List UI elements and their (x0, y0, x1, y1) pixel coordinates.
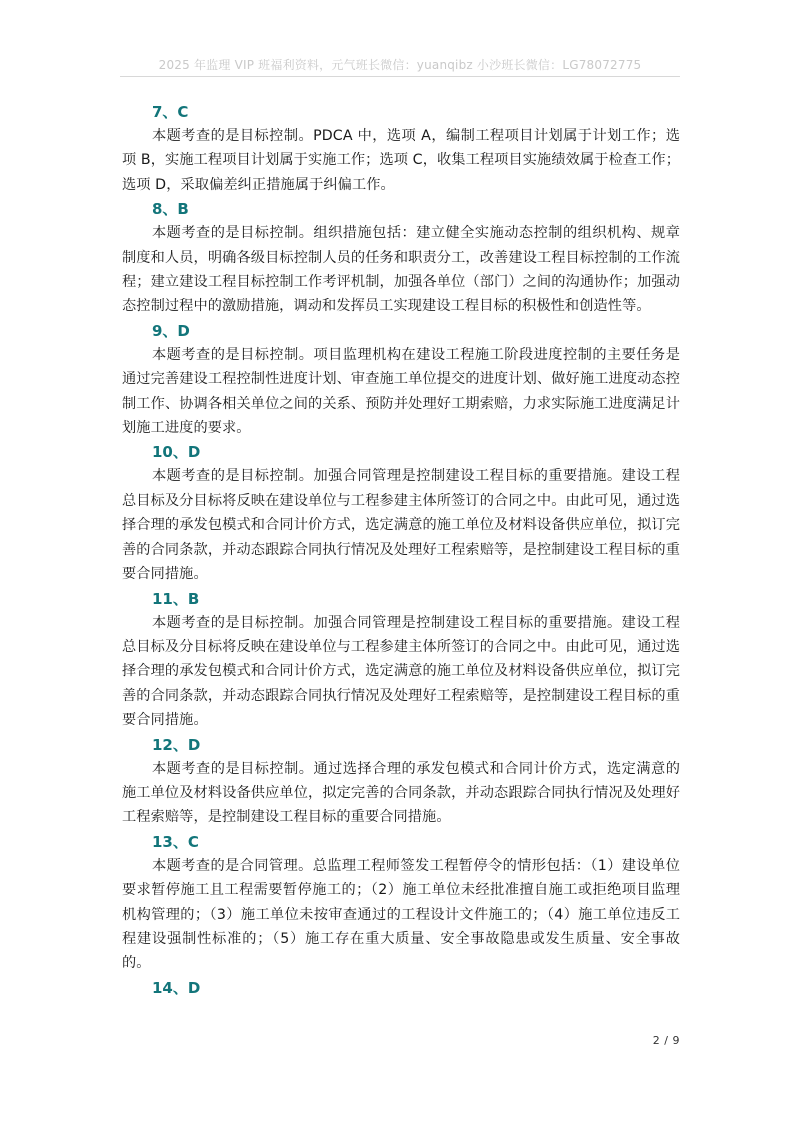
header-divider (120, 76, 680, 77)
answer-item-11 (122, 587, 680, 733)
answer-number: 12、D (152, 735, 201, 754)
answer-number: 11、B (152, 589, 200, 608)
page-header: 2025 年监理 VIP 班福利资料，元气班长微信：yuanqibz 小沙班长微信：LG78072775 (158, 58, 642, 72)
answer-number: 10、D (152, 443, 201, 462)
answer-number: 7、C (152, 103, 189, 121)
answer-item-9 (122, 319, 680, 441)
answer-explanation: 本题考查的是目标控制。加强合同管理是控制建设工程目标的重要措施。建设工程总目标及分目标将反映在建设单位与工程参建主体所签订的合同之中。由此可见，通过选择合理的承发包模式和合同计价方式，选定满意的施工单位及材料设备供应单位，拟订完善的合同条款，并动态跟踪合同执行情况及处理好工程索赔等，是控制建设工程目标的重要合同措施。 (122, 468, 680, 583)
answer-explanations (122, 100, 680, 1000)
answer-explanation: 本题考查的是目标控制。组织措施包括：建立健全实施动态控制的组织机构、规章制度和人员，明确各级目标控制人员的任务和职责分工，改善建设工程目标控制的工作流程；建立建设工程目标控制工作考评机制，加强各单位（部门）之间的沟通协作；加强动态控制过程中的激励措施，调动和发挥员工实现建设工程目标的积极性和创造性等。 (122, 225, 680, 315)
answer-number: 8、B (152, 200, 189, 219)
answer-item-12 (122, 733, 680, 830)
answer-item-7 (122, 100, 680, 197)
answer-explanation: 本题考查的是目标控制。通过选择合理的承发包模式和合同计价方式，选定满意的施工单位及材料设备供应单位，拟定完善的合同条款，并动态跟踪合同执行情况及处理好工程索赔等，是控制建设工程目标的重要合同措施。 (122, 760, 680, 826)
answer-explanation: 本题考查的是目标控制。加强合同管理是控制建设工程目标的重要措施。建设工程总目标及分目标将反映在建设单位与工程参建主体所签订的合同之中。由此可见，通过选择合理的承发包模式和合同计价方式，选定满意的施工单位及材料设备供应单位，拟订完善的合同条款，并动态跟踪合同执行情况及处理好工程索赔等，是控制建设工程目标的重要合同措施。 (122, 614, 680, 729)
answer-item-10 (122, 440, 680, 586)
answer-explanation: 本题考查的是目标控制。项目监理机构在建设工程施工阶段进度控制的主要任务是通过完善建设工程控制性进度计划、审查施工单位提交的进度计划、做好施工进度动态控制工作、协调各相关单位之间的关系、预防并处理好工期索赔，力求实际施工进度满足计划施工进度的要求。 (122, 346, 680, 437)
answer-item-8 (122, 197, 680, 319)
answer-number: 13、C (152, 832, 199, 851)
page-number: 2 / 9 (652, 1034, 680, 1047)
answer-explanation: 本题考查的是目标控制。PDCA 中，选项 A，编制工程项目计划属于计划工作；选项 B，实施工程项目计划属于实施工作；选项 C，收集工程项目实施绩效属于检查工作；选项 D，采取偏差纠正措施属于纠偏工作。 (122, 128, 680, 193)
answer-number: 9、D (152, 321, 190, 340)
answer-explanation: 本题考查的是合同管理。总监理工程师签发工程暂停令的情形包括：（1）建设单位要求暂停施工且工程需要暂停施工的；（2）施工单位未经批准擅自施工或拒绝项目监理机构管理的；（3）施工单位未按审查通过的工程设计文件施工的；（4）施工单位违反工程建设强制性标准的；（5）施工存在重大质量、安全事故隐患或发生质量、安全事故的。 (122, 857, 680, 972)
answer-number: 14、D (152, 978, 201, 997)
answer-item-13 (122, 830, 680, 976)
answer-item-14 (122, 976, 680, 1000)
